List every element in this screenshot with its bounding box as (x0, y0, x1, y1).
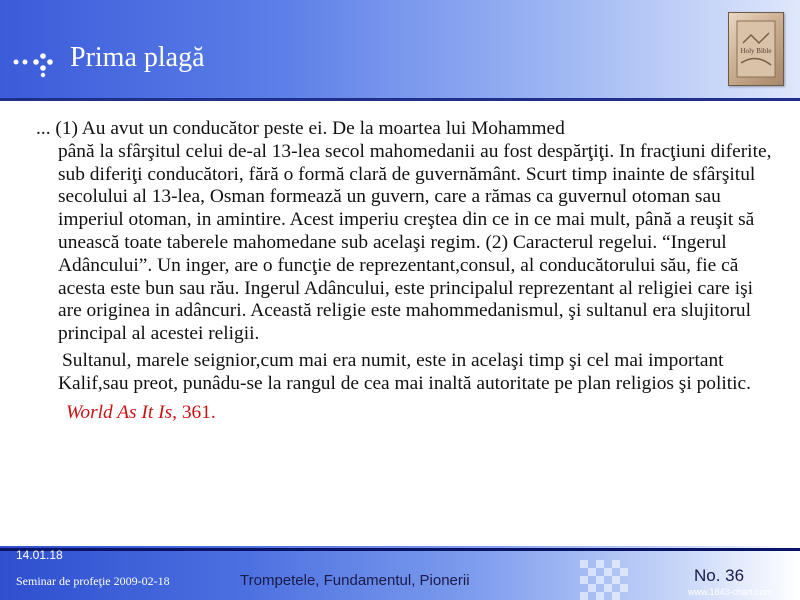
citation-page: 361. (176, 401, 216, 423)
footer-rule (0, 548, 800, 551)
footer-date: 14.01.18 (16, 548, 63, 562)
paragraph-2: Sultanul, marele seignior,cum mai era numit, este in acelaşi timp şi cel mai important Kalif,sau preot, punâdu-se la rangul de cea mai inaltă autoritate pe plan religios şi politic. (58, 349, 751, 394)
paragraph-1 (36, 118, 773, 346)
paragraph-1-rest: până la sfârşitul celui de-al 13-lea secol mahomedanii au fost despărţiţi. In fracţiuni diferite, sub diferiţi conducători, fără o formă clară de guvernământ. Scurt timp inainte de sfârşitul secolului al 13-lea, Osman formează un guvern, care a rămas ca guvernul otoman sau imperiul otoman, in amintire. Acest imperiu creştea din ce in ce mai mult, până a reuşit să unească toate taberele mahomedane sub acelaşi regim. (2) Caracterul regelui. “Ingerul Adâncului”. Un inger, are o funcţie de reprezentant,consul, al conducătorului său, fie că acesta este bun sau rău. Ingerul Adâncului, este principalul reprezentant al religiei care işi are originea in adâncuri. Această religie este mahommedanismul, şi sultanul era slujitorul principal al acestei religii. (58, 140, 772, 345)
bible-text: Holy Bible (740, 47, 772, 55)
footer-title: Trompetele, Fundamentul, Pionerii (240, 572, 470, 589)
footer-seminar: Seminar de profeţie 2009-02-18 (16, 574, 170, 588)
citation (58, 402, 773, 425)
header-rule (0, 98, 800, 101)
slide-number: No. 36 (694, 566, 745, 585)
bullet-dots-icon (12, 50, 62, 80)
page-title: Prima plagă (70, 42, 205, 73)
citation-title: World As It Is, (66, 401, 177, 423)
bible-picture-icon (729, 13, 783, 85)
bible-image (728, 12, 784, 86)
slide-body (36, 118, 773, 428)
paragraph-1-lead: ... (1) Au avut un conducător peste ei. De la moartea lui Mohammed (36, 118, 565, 139)
footer-url: www.1843-chart.com (688, 587, 773, 597)
